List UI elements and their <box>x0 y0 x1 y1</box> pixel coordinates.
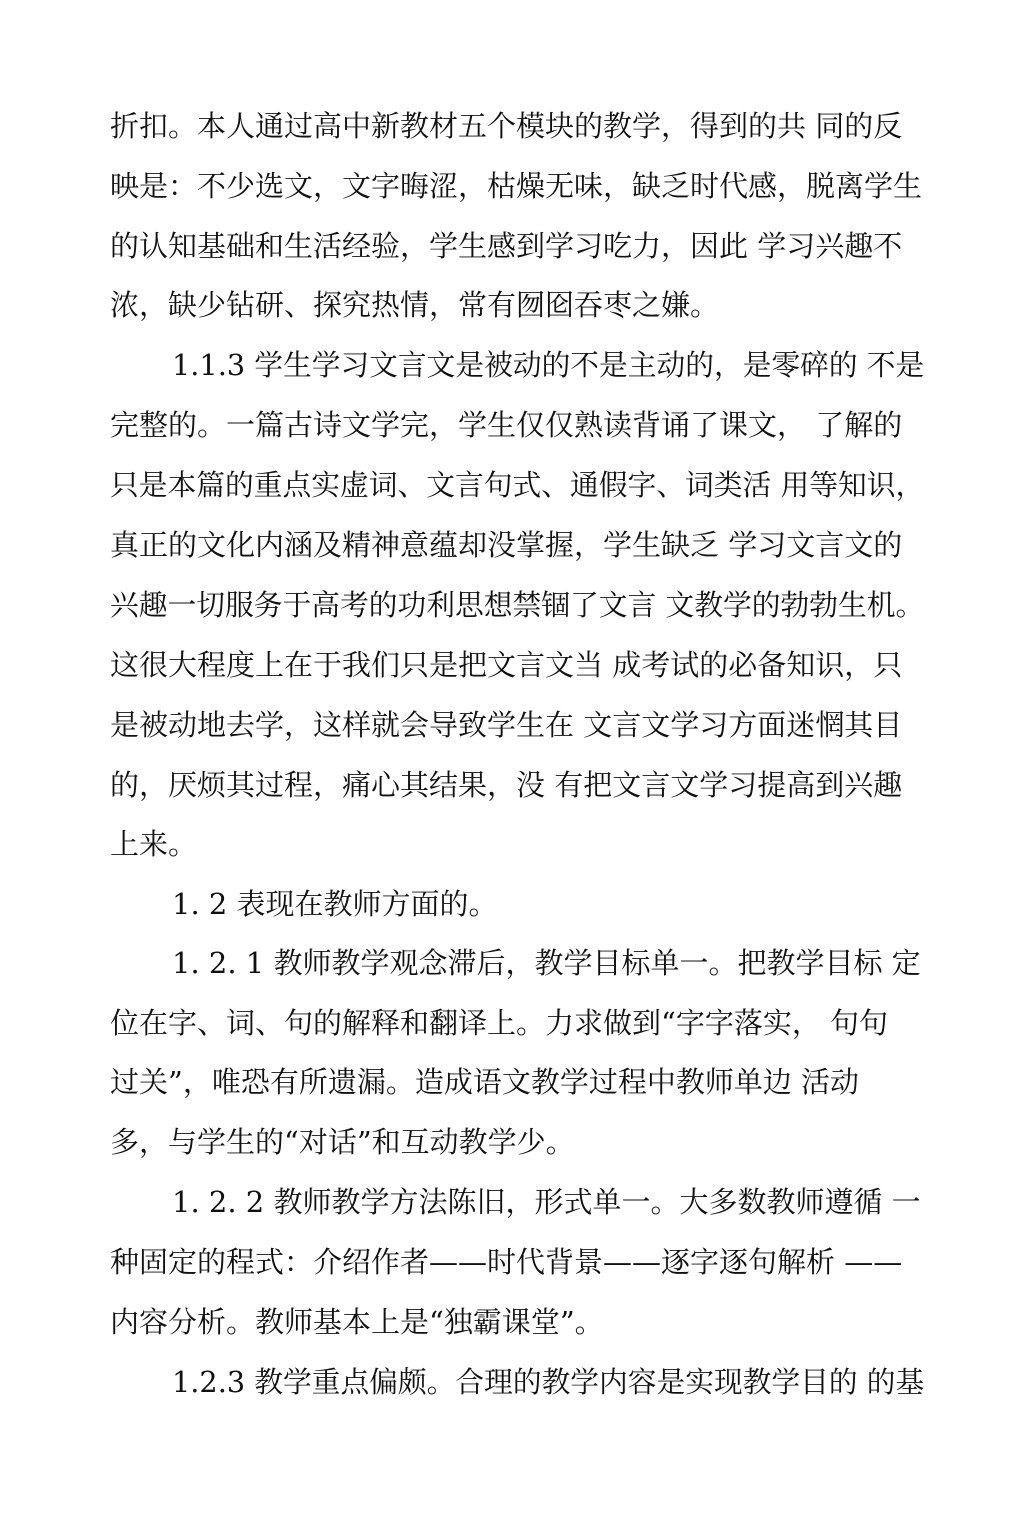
paragraph-first-line: 1. 2. 1 教师教学观念滞后，教学目标单一。把教学目标 定 <box>172 946 921 980</box>
text-line: 的认知基础和生活经验，学生感到学习吃力，因此 学习兴趣不 <box>110 229 903 263</box>
text-line: 种固定的程式：介绍作者——时代背景——逐字逐句解析 —— <box>110 1245 903 1279</box>
text-line: 折扣。本人通过高中新教材五个模块的教学，得到的共 同的反 <box>110 109 903 143</box>
text-line: 兴趣一切服务于高考的功利思想禁锢了文言 文教学的勃勃生机。 <box>110 588 925 622</box>
text-line: 上来。 <box>110 827 198 861</box>
text-line: 过关”，唯恐有所遗漏。造成语文教学过程中教师单边 活动 <box>110 1065 860 1099</box>
text-line: 位在字、词、句的解释和翻译上。力求做到“字字落实， 句句 <box>110 1006 889 1040</box>
section-heading: 1. 2 表现在教师方面的。 <box>172 887 498 921</box>
text-line: 这很大程度上在于我们只是把文言文当 成考试的必备知识，只 <box>110 648 903 682</box>
text-line: 内容分析。教师基本上是“独霸课堂”。 <box>110 1305 604 1339</box>
paragraph-first-line: 1. 2. 2 教师教学方法陈旧，形式单一。大多数教师遵循 一 <box>172 1185 921 1219</box>
text-line: 只是本篇的重点实虚词、文言句式、通假字、词类活 用等知识， <box>110 468 925 502</box>
text-line: 的，厌烦其过程，痛心其结果，没 有把文言文学习提高到兴趣 <box>110 768 903 802</box>
text-line: 多，与学生的“对话”和互动教学少。 <box>110 1125 575 1159</box>
paragraph-first-line: 1.1.3 学生学习文言文是被动的不是主动的，是零碎的 不是 <box>172 348 925 382</box>
text-line: 是被动地去学，这样就会导致学生在 文言文学习方面迷惘其目 <box>110 708 903 742</box>
text-line: 完整的。一篇古诗文学完，学生仅仅熟读背诵了课文， 了解的 <box>110 408 903 442</box>
text-line: 映是：不少选文，文字晦涩，枯燥无味，缺乏时代感，脱离学生 <box>110 169 923 203</box>
text-line: 真正的文化内涵及精神意蕴却没掌握，学生缺乏 学习文言文的 <box>110 528 903 562</box>
text-line: 浓，缺少钻研、探究热情，常有囫囵吞枣之嫌。 <box>110 288 720 322</box>
paragraph-first-line: 1.2.3 教学重点偏颇。合理的教学内容是实现教学目的 的基 <box>172 1365 925 1399</box>
